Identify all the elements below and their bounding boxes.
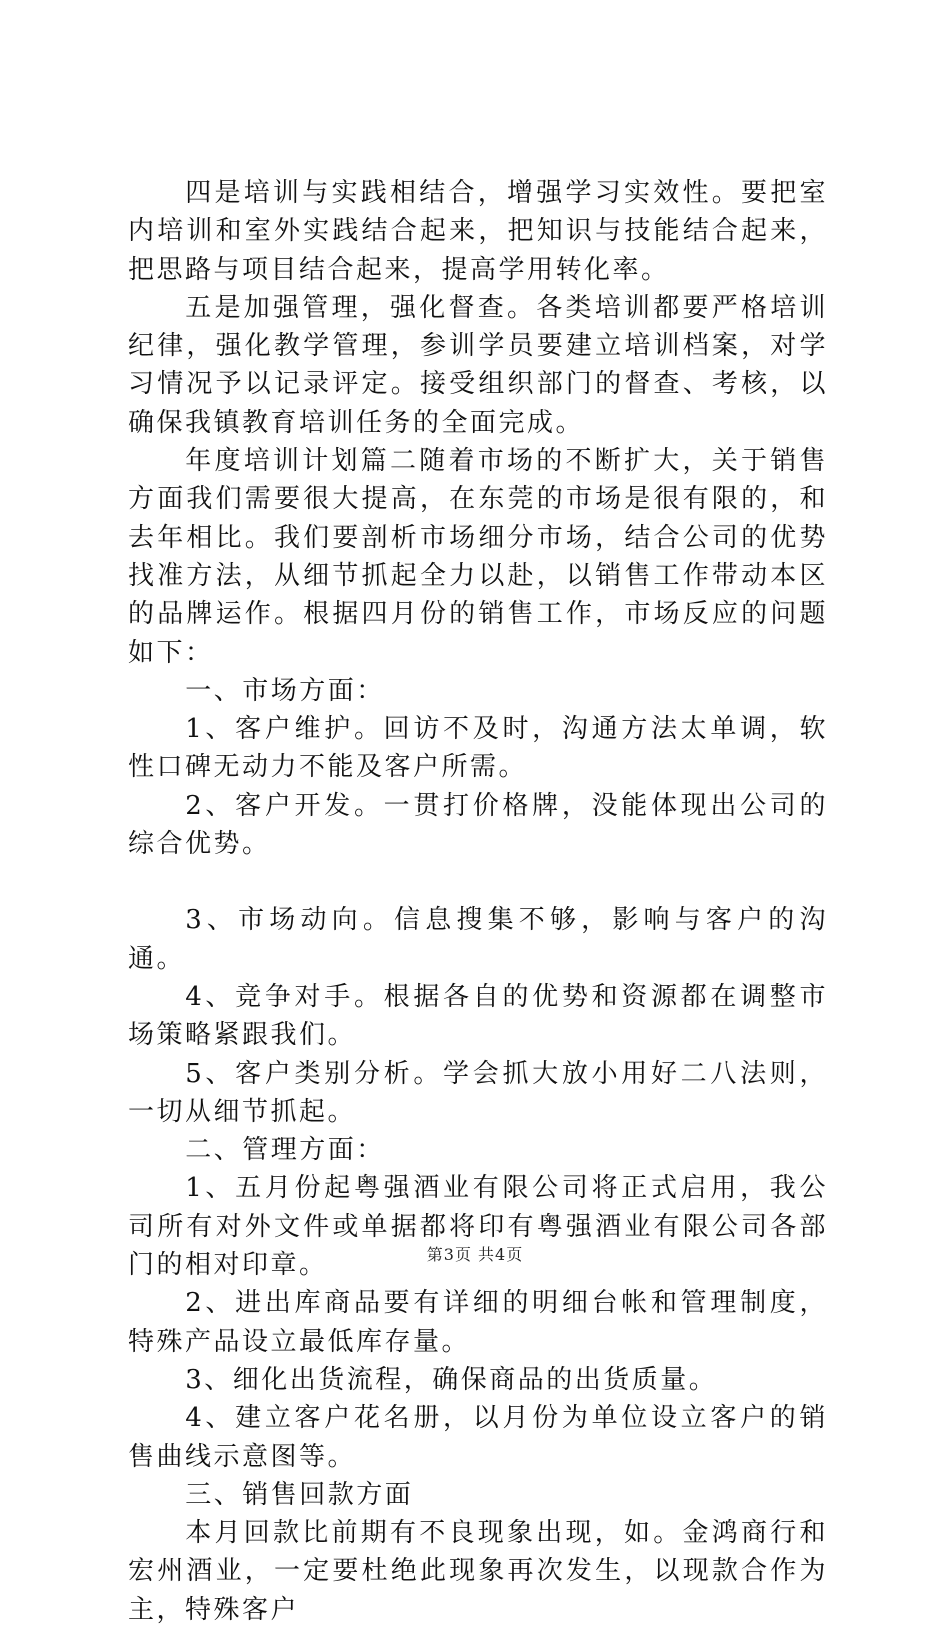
list-item-customer-development: 2、客户开发。一贯打价格牌，没能体现出公司的综合优势。 bbox=[128, 790, 828, 860]
paragraph-payment-collection: 本月回款比前期有不良现象出现，如。金鸿商行和宏州酒业，一定要杜绝此现象再次发生，以现款合作为主，特殊客户 bbox=[128, 1518, 828, 1625]
heading-management-section: 二、管理方面： bbox=[185, 1135, 385, 1166]
list-item-company-seal: 1、五月份起粤强酒业有限公司将正式启用，我公司所有对外文件或单据都将印有粤强酒业有限公司各部门的相对印章。 bbox=[128, 1173, 828, 1281]
list-item-customer-analysis: 5、客户类别分析。学会抓大放小用好二八法则，一切从细节抓起。 bbox=[128, 1058, 828, 1127]
list-item-customer-roster: 4、建立客户花名册，以月份为单位设立客户的销售曲线示意图等。 bbox=[128, 1403, 828, 1472]
heading-market-section: 一、市场方面： bbox=[185, 675, 385, 706]
paragraph-annual-plan-intro: 年度培训计划篇二随着市场的不断扩大，关于销售方面我们需要很大提高，在东莞的市场是很有限的，和去年相比。我们要剖析市场细分市场，结合公司的优势找准方法，从细节抓起全力以赴，以销售工作带动本区的品牌运作。根据四月份的销售工作，市场反应的问题如下： bbox=[128, 446, 828, 668]
heading-payment-section: 三、销售回款方面 bbox=[185, 1479, 414, 1510]
paragraph-training-practice: 四是培训与实践相结合，增强学习实效性。要把室内培训和室外实践结合起来，把知识与技能结合起来，把思路与项目结合起来，提高学用转化率。 bbox=[128, 178, 828, 285]
page-number-label: 第3页 共4页 bbox=[426, 1245, 524, 1264]
document-body bbox=[128, 174, 828, 1629]
page-footer bbox=[0, 1242, 950, 1265]
list-item-shipping-process: 3、细化出货流程，确保商品的出货质量。 bbox=[185, 1364, 718, 1395]
list-item-inventory-ledger: 2、进出库商品要有详细的明细台帐和管理制度，特殊产品设立最低库存量。 bbox=[128, 1288, 828, 1357]
list-item-market-trends: 3、市场动向。信息搜集不够，影响与客户的沟通。 bbox=[128, 905, 828, 974]
list-item-customer-maintenance: 1、客户维护。回访不及时，沟通方法太单调，软性口碑无动力不能及客户所需。 bbox=[128, 714, 828, 783]
list-item-competitors: 4、竞争对手。根据各自的优势和资源都在调整市场策略紧跟我们。 bbox=[128, 981, 828, 1051]
paragraph-management-supervision: 五是加强管理，强化督查。各类培训都要严格培训纪律，强化教学管理，参训学员要建立培训档案，对学习情况予以记录评定。接受组织部门的督查、考核，以确保我镇教育培训任务的全面完成。 bbox=[128, 292, 828, 438]
